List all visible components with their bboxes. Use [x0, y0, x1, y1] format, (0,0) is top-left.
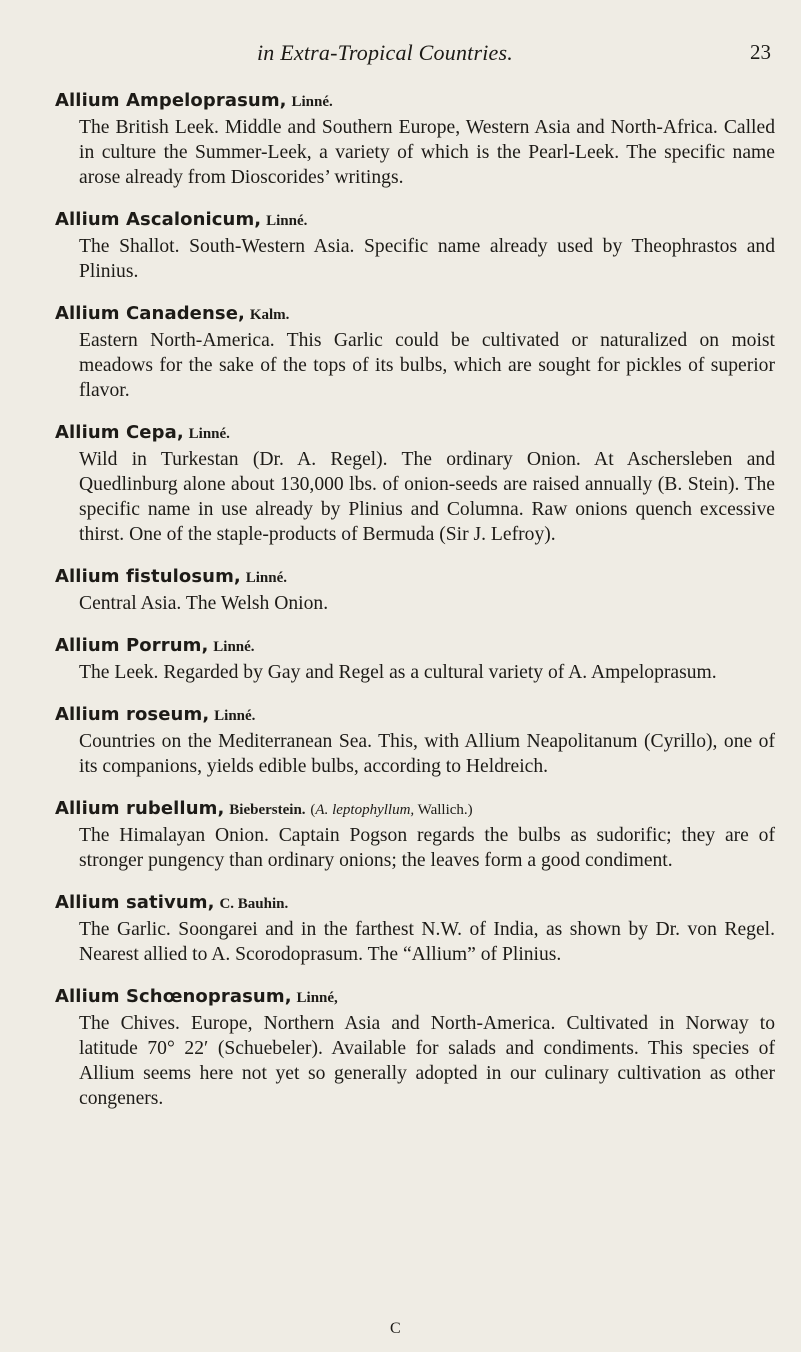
species-name: Allium roseum, — [55, 704, 210, 725]
entry-description: Wild in Turkestan (Dr. A. Regel). The ordinary Onion. At Aschersleben and Quedlinburg alone about 130,000 lbs. of onion-seeds are raised annually (B. Stein). The specific name in use already by Plinius and Columna. Raw onions quench excessive thirst. One of the staple-products of Bermuda (Sir J. Lefroy). — [79, 449, 775, 545]
entry-heading — [55, 633, 775, 660]
species-name: Allium rubellum, — [55, 798, 225, 819]
entry-description: The Shallot. South-Western Asia. Specific name already used by Theophrastos and Plinius. — [79, 236, 775, 282]
species-authority: Linné. — [188, 426, 230, 442]
synonym-open-paren: ( — [310, 802, 316, 818]
entry-allium-schoenoprasum — [55, 984, 775, 1111]
entry-allium-porrum — [55, 633, 775, 685]
entry-allium-ascalonicum — [55, 207, 775, 284]
entry-description: The Chives. Europe, Northern Asia and North-America. Cultivated in Norway to latitude 70° 22′ (Schuebeler). Available for salads and condiments. This species of Allium seems here not yet so generally adopted in our culinary cultivation as other congeners. — [79, 1013, 775, 1109]
entry-allium-ampeloprasum — [55, 88, 775, 190]
entry-heading — [55, 796, 775, 823]
running-head — [0, 40, 801, 70]
species-name: Allium Ampeloprasum, — [55, 90, 287, 111]
entry-allium-fistulosum — [55, 564, 775, 616]
entry-allium-roseum — [55, 702, 775, 779]
signature-mark: C — [390, 1320, 401, 1337]
species-name: Allium Schœnoprasum, — [55, 986, 292, 1007]
species-authority: Linné, — [296, 990, 338, 1006]
entry-allium-cepa — [55, 420, 775, 547]
entry-description: The Himalayan Onion. Captain Pogson regards the bulbs as sudorific; they are of stronger pungency than ordinary onions; the leaves form a good condiment. — [79, 825, 775, 871]
entry-description: The Leek. Regarded by Gay and Regel as a cultural variety of A. Ampeloprasum. — [79, 662, 717, 683]
entry-description: The Garlic. Soongarei and in the farthest N.W. of India, as shown by Dr. von Regel. Nearest allied to A. Scorodoprasum. The “Allium” of Plinius. — [79, 919, 775, 965]
entry-heading — [55, 207, 775, 234]
species-authority: Linné. — [213, 639, 255, 655]
entry-allium-rubellum — [55, 796, 775, 873]
entry-heading — [55, 564, 775, 591]
species-authority: Linné. — [266, 213, 308, 229]
entry-heading — [55, 702, 775, 729]
species-name: Allium fistulosum, — [55, 566, 241, 587]
entry-description: Countries on the Mediterranean Sea. This, with Allium Neapolitanum (Cyrillo), one of its companions, yields edible bulbs, according to Heldreich. — [79, 731, 775, 777]
running-title: in Extra-Tropical Countries. — [257, 40, 513, 65]
species-authority: Linné. — [291, 94, 333, 110]
entry-heading — [55, 890, 775, 917]
entry-allium-sativum — [55, 890, 775, 967]
species-entries — [55, 88, 775, 1128]
synonym-author: Wallich.) — [417, 802, 473, 818]
entry-heading — [55, 420, 775, 447]
entry-heading — [55, 88, 775, 115]
species-name: Allium Canadense, — [55, 303, 245, 324]
entry-description: Eastern North-America. This Garlic could be cultivated or naturalized on moist meadows for the sake of the tops of its bulbs, which are sought for pickles of superior flavor. — [79, 330, 775, 401]
species-authority: Linné. — [245, 570, 288, 586]
entry-heading — [55, 984, 775, 1011]
species-name: Allium Cepa, — [55, 422, 184, 443]
entry-description: The British Leek. Middle and Southern Europe, Western Asia and North-Africa. Called in culture the Summer-Leek, a variety of which is the Pearl-Leek. The specific name arose already from Dioscorides’ writings. — [79, 117, 775, 188]
entry-allium-canadense — [55, 301, 775, 403]
species-authority: Bieberstein. — [229, 802, 306, 818]
species-name: Allium Ascalonicum, — [55, 209, 262, 230]
species-authority: C. Bauhin. — [219, 896, 289, 912]
entry-description: Central Asia. The Welsh Onion. — [79, 593, 329, 614]
species-name: Allium sativum, — [55, 892, 215, 913]
page-number: 23 — [750, 40, 771, 64]
species-authority: Kalm. — [249, 307, 290, 323]
synonym-name: A. leptophyllum, — [315, 802, 415, 818]
entry-heading — [55, 301, 775, 328]
synonym-note — [310, 802, 472, 818]
species-authority: Linné. — [214, 708, 256, 724]
species-name: Allium Porrum, — [55, 635, 209, 656]
